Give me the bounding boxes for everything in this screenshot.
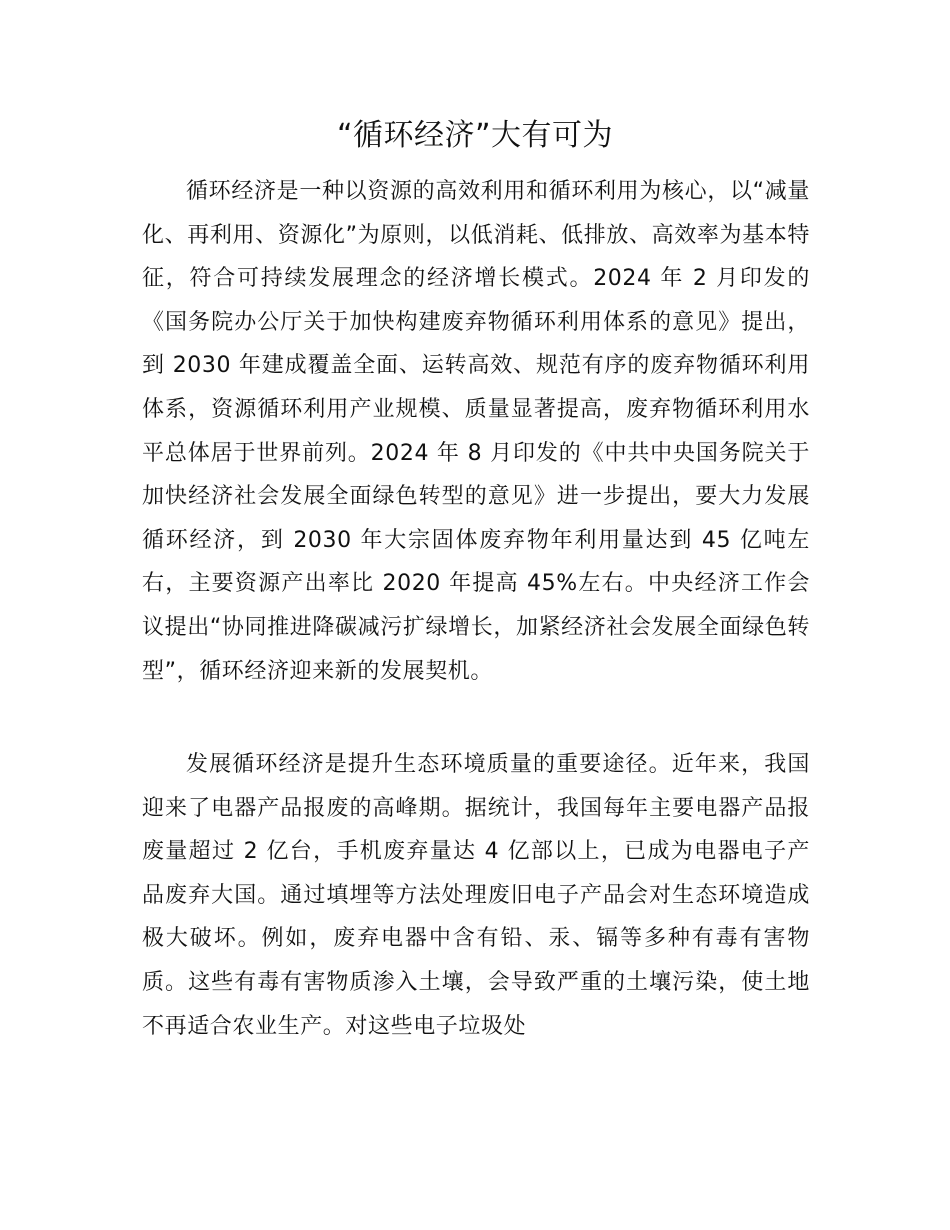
- paragraph-circular-economy-policy: 循环经济是一种以资源的高效利用和循环利用为核心，以“减量化、再利用、资源化”为原则，以低消耗、低排放、高效率为基本特征，符合可持续发展理念的经济增长模式。2024 年 2 月印发的《国务院办公厅关于加快构建废弃物循环利用体系的意见》提出，到 2030 年建成覆盖全面、运转高效、规范有序的废弃物循环利用体系，资源循环利用产业规模、质量显著提高，废弃物循环利用水平总体居于世界前列。2024 年 8 月印发的《中共中央国务院关于加快经济社会发展全面绿色转型的意见》进一步提出，要大力发展循环经济，到 2030 年大宗固体废弃物年利用量达到 45 亿吨左右，主要资源产出率比 2020 年提高 45%左右。中央经济工作会议提出“协同推进降碳减污扩绿增长，加紧经济社会发展全面绿色转型”，循环经济迎来新的发展契机。: [142, 179, 810, 684]
- paragraph-ecological-environment: 发展循环经济是提升生态环境质量的重要途径。近年来，我国迎来了电器产品报废的高峰期。据统计，我国每年主要电器产品报废量超过 2 亿台，手机废弃量达 4 亿部以上，已成为电器电子产品废弃大国。通过填埋等方法处理废旧电子产品会对生态环境造成极大破坏。例如，废弃电器中含有铅、汞、镉等多种有毒有害物质。这些有毒有害物质渗入土壤，会导致严重的土壤污染，使土地不再适合农业生产。对这些电子垃圾处: [142, 752, 810, 1039]
- document-title: “循环经济”大有可为: [336, 118, 614, 153]
